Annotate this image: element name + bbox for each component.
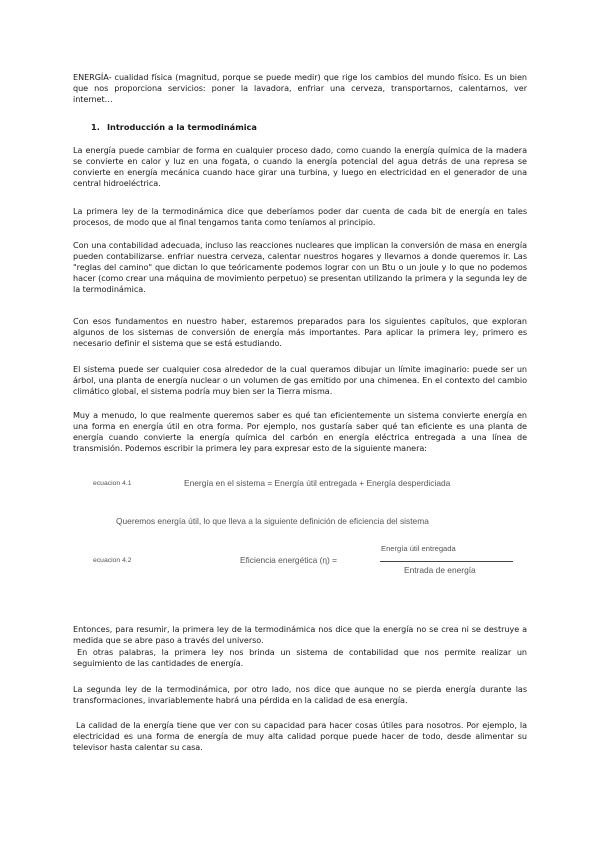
paragraph-energy-forms: La energía puede cambiar de forma en cualquier proceso dado, como cuando la energía química de la madera se convierte en calor y luz en una fogata, o cuando la energía potencial del agua detrás de una represa se convierte en energía mecánica cuando hace girar una turbina, y luego en electricidad en el generador de una central hidroeléctrica. [73, 145, 527, 189]
fraction-denominator: Entrada de energía [404, 565, 476, 575]
paragraph-second-law: La segunda ley de la termodinámica, por otro lado, nos dice que aunque no se pierda energía durante las transformaciones, invariablemente habrá una pérdida en la calidad de esa energía. [73, 684, 527, 706]
paragraph-energy-quality: La calidad de la energía tiene que ver con su capacidad para hacer cosas útiles para nosotros. Por ejemplo, la electricidad es una forma de energía de muy alta calidad porque puede hacer de todo, desde alimentar su televisor hasta calentar su casa. [73, 720, 527, 753]
fraction-numerator: Energía útil entregada [381, 544, 456, 553]
equation-4-1-label: ecuacion 4.1 [93, 480, 132, 487]
section-title: Introducción a la termodinámica [107, 122, 257, 132]
paragraph-first-law: La primera ley de la termodinámica dice que deberíamos poder dar cuenta de cada bit de energía en tales procesos, de modo que al final tengamos tanta como teníamos al principio. [73, 206, 527, 228]
equation-4-2-label: ecuacion 4.2 [93, 557, 132, 564]
intro-paragraph: ENERGÍA- cualidad física (magnitud, porque se puede medir) que rige los cambios del mundo físico. Es un bien que nos proporciona servicios: poner la lavadora, enfriar una cerveza, transportarnos, calentarnos, ver internet… [73, 72, 527, 105]
fraction-bar [380, 561, 513, 562]
paragraph-accounting: Con una contabilidad adecuada, incluso las reacciones nucleares que implican la conversión de masa en energía pueden contabilizarse. enfriar nuestra cerveza, calentar nuestros hogares y llevarnos a donde queremos ir. Las "reglas del camino" que dictan lo que teóricamente podemos lograr con un Btu o un joule y lo que no podemos hacer (como crear una máquina de movimiento perpetuo) se presentan utilizando la primera y la segunda ley de la termodinámica. [73, 240, 527, 295]
paragraph-efficiency: Muy a menudo, lo que realmente queremos saber es qué tan eficientemente un sistema convierte energía en una forma en energía útil en otra forma. Por ejemplo, nos gustaría saber qué tan eficiente es una planta de energía cuando convierte la energía química del carbón en energía eléctrica entregada a una línea de transmisión. Podemos escribir la primera ley para expresar esto de la siguiente manera: [73, 410, 527, 454]
equation-4-1: Energía en el sistema = Energía útil entregada + Energía desperdiciada [184, 478, 451, 488]
paragraph-summary: Entonces, para resumir, la primera ley de la termodinámica nos dice que la energía no se crea ni se destruye a medida que se abre paso a través del universo. [73, 624, 527, 646]
efficiency-definition-sentence: Queremos energía útil, lo que lleva a la siguiente definición de eficiencia del sistema [116, 516, 429, 526]
paragraph-foundations: Con esos fundamentos en nuestro haber, estaremos preparados para los siguientes capítulos, que exploran algunos de los sistemas de conversión de energía más importantes. Para aplicar la primera ley, primero es necesario definir el sistema que se está estudiando. [73, 316, 527, 349]
paragraph-other-words: En otras palabras, la primera ley nos brinda un sistema de contabilidad que nos permite realizar un seguimiento de las cantidades de energía. [73, 647, 527, 669]
paragraph-system: El sistema puede ser cualquier cosa alrededor de la cual queramos dibujar un límite imaginario: puede ser un árbol, una planta de energía nuclear o un volumen de gas emitido por una chimenea. En el contexto del cambio climático global, el sistema podría muy bien ser la Tierra misma. [73, 364, 527, 397]
section-number: 1. [91, 122, 100, 132]
section-heading [91, 122, 257, 132]
efficiency-symbol-lhs: Eficiencia energética (η) = [240, 555, 338, 565]
